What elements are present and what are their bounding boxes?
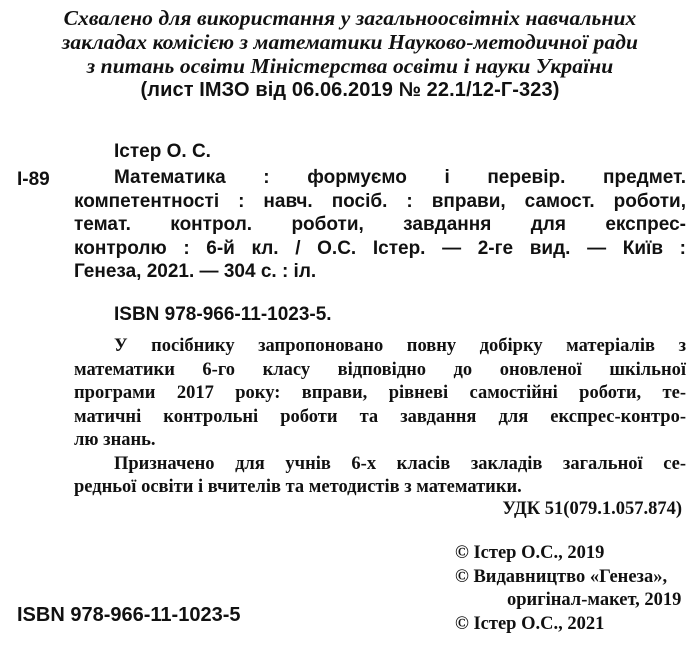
approval-reference: (лист ІМЗО від 06.06.2019 № 22.1/12-Г-323)	[140, 79, 560, 101]
abstract-line: редньої освіти і вчителів та методистів з математики.	[74, 477, 522, 497]
abstract-line: У посібнику запропоновано повну добірку матеріалів з	[114, 336, 686, 356]
udk-code: УДК 51(079.1.057.874)	[502, 499, 682, 519]
approval-line-2: закладах комісією з математики Науково-методичної ради	[61, 30, 639, 54]
bibliographic-description	[74, 166, 686, 284]
approval-line-1: Схвалено для використання у загальноосвітніх навчальних	[63, 6, 637, 30]
abstract-line: лю знань.	[74, 430, 156, 450]
approval-line-3: з питань освіти Міністерства освіти і науки України	[86, 54, 614, 78]
biblio-line: Математика : формуємо і перевір. предмет.	[114, 167, 686, 188]
library-index: І-89	[17, 169, 50, 190]
abstract-line: матичні контрольні роботи та завдання для експрес-контро-	[74, 406, 686, 427]
copyright-line: © Істер О.С., 2021	[455, 613, 605, 634]
isbn-top: ISBN 978-966-11-1023-5.	[114, 304, 332, 325]
copyright-line: © Видавництво «Генеза»,	[455, 566, 668, 587]
biblio-line: темат. контрол. роботи, завдання для експрес-	[74, 214, 686, 235]
copyright-block	[455, 542, 700, 636]
biblio-line: Генеза, 2021. — 304 с. : іл.	[74, 261, 317, 282]
copyright-line: © Істер О.С., 2019	[455, 543, 605, 563]
abstract	[74, 335, 686, 500]
abstract-line: математики 6-го класу відповідно до оновленої шкільної	[74, 359, 686, 380]
isbn-bottom: ISBN 978-966-11-1023-5	[17, 604, 241, 626]
approval-notice	[0, 6, 700, 102]
abstract-line: Призначено для учнів 6-х класів закладів загальної се-	[114, 453, 686, 474]
biblio-line: компетентності : навч. посіб. : вправи, самост. роботи,	[74, 190, 686, 212]
abstract-line: програми 2017 року: вправи, рівневі самостійні роботи, те-	[74, 383, 686, 403]
biblio-line: контролю : 6-й кл. / О.С. Істер. — 2-ге вид. — Київ :	[74, 237, 686, 259]
copyright-line: оригінал-макет, 2019	[507, 590, 682, 610]
author-name: Істер О. С.	[114, 141, 211, 162]
